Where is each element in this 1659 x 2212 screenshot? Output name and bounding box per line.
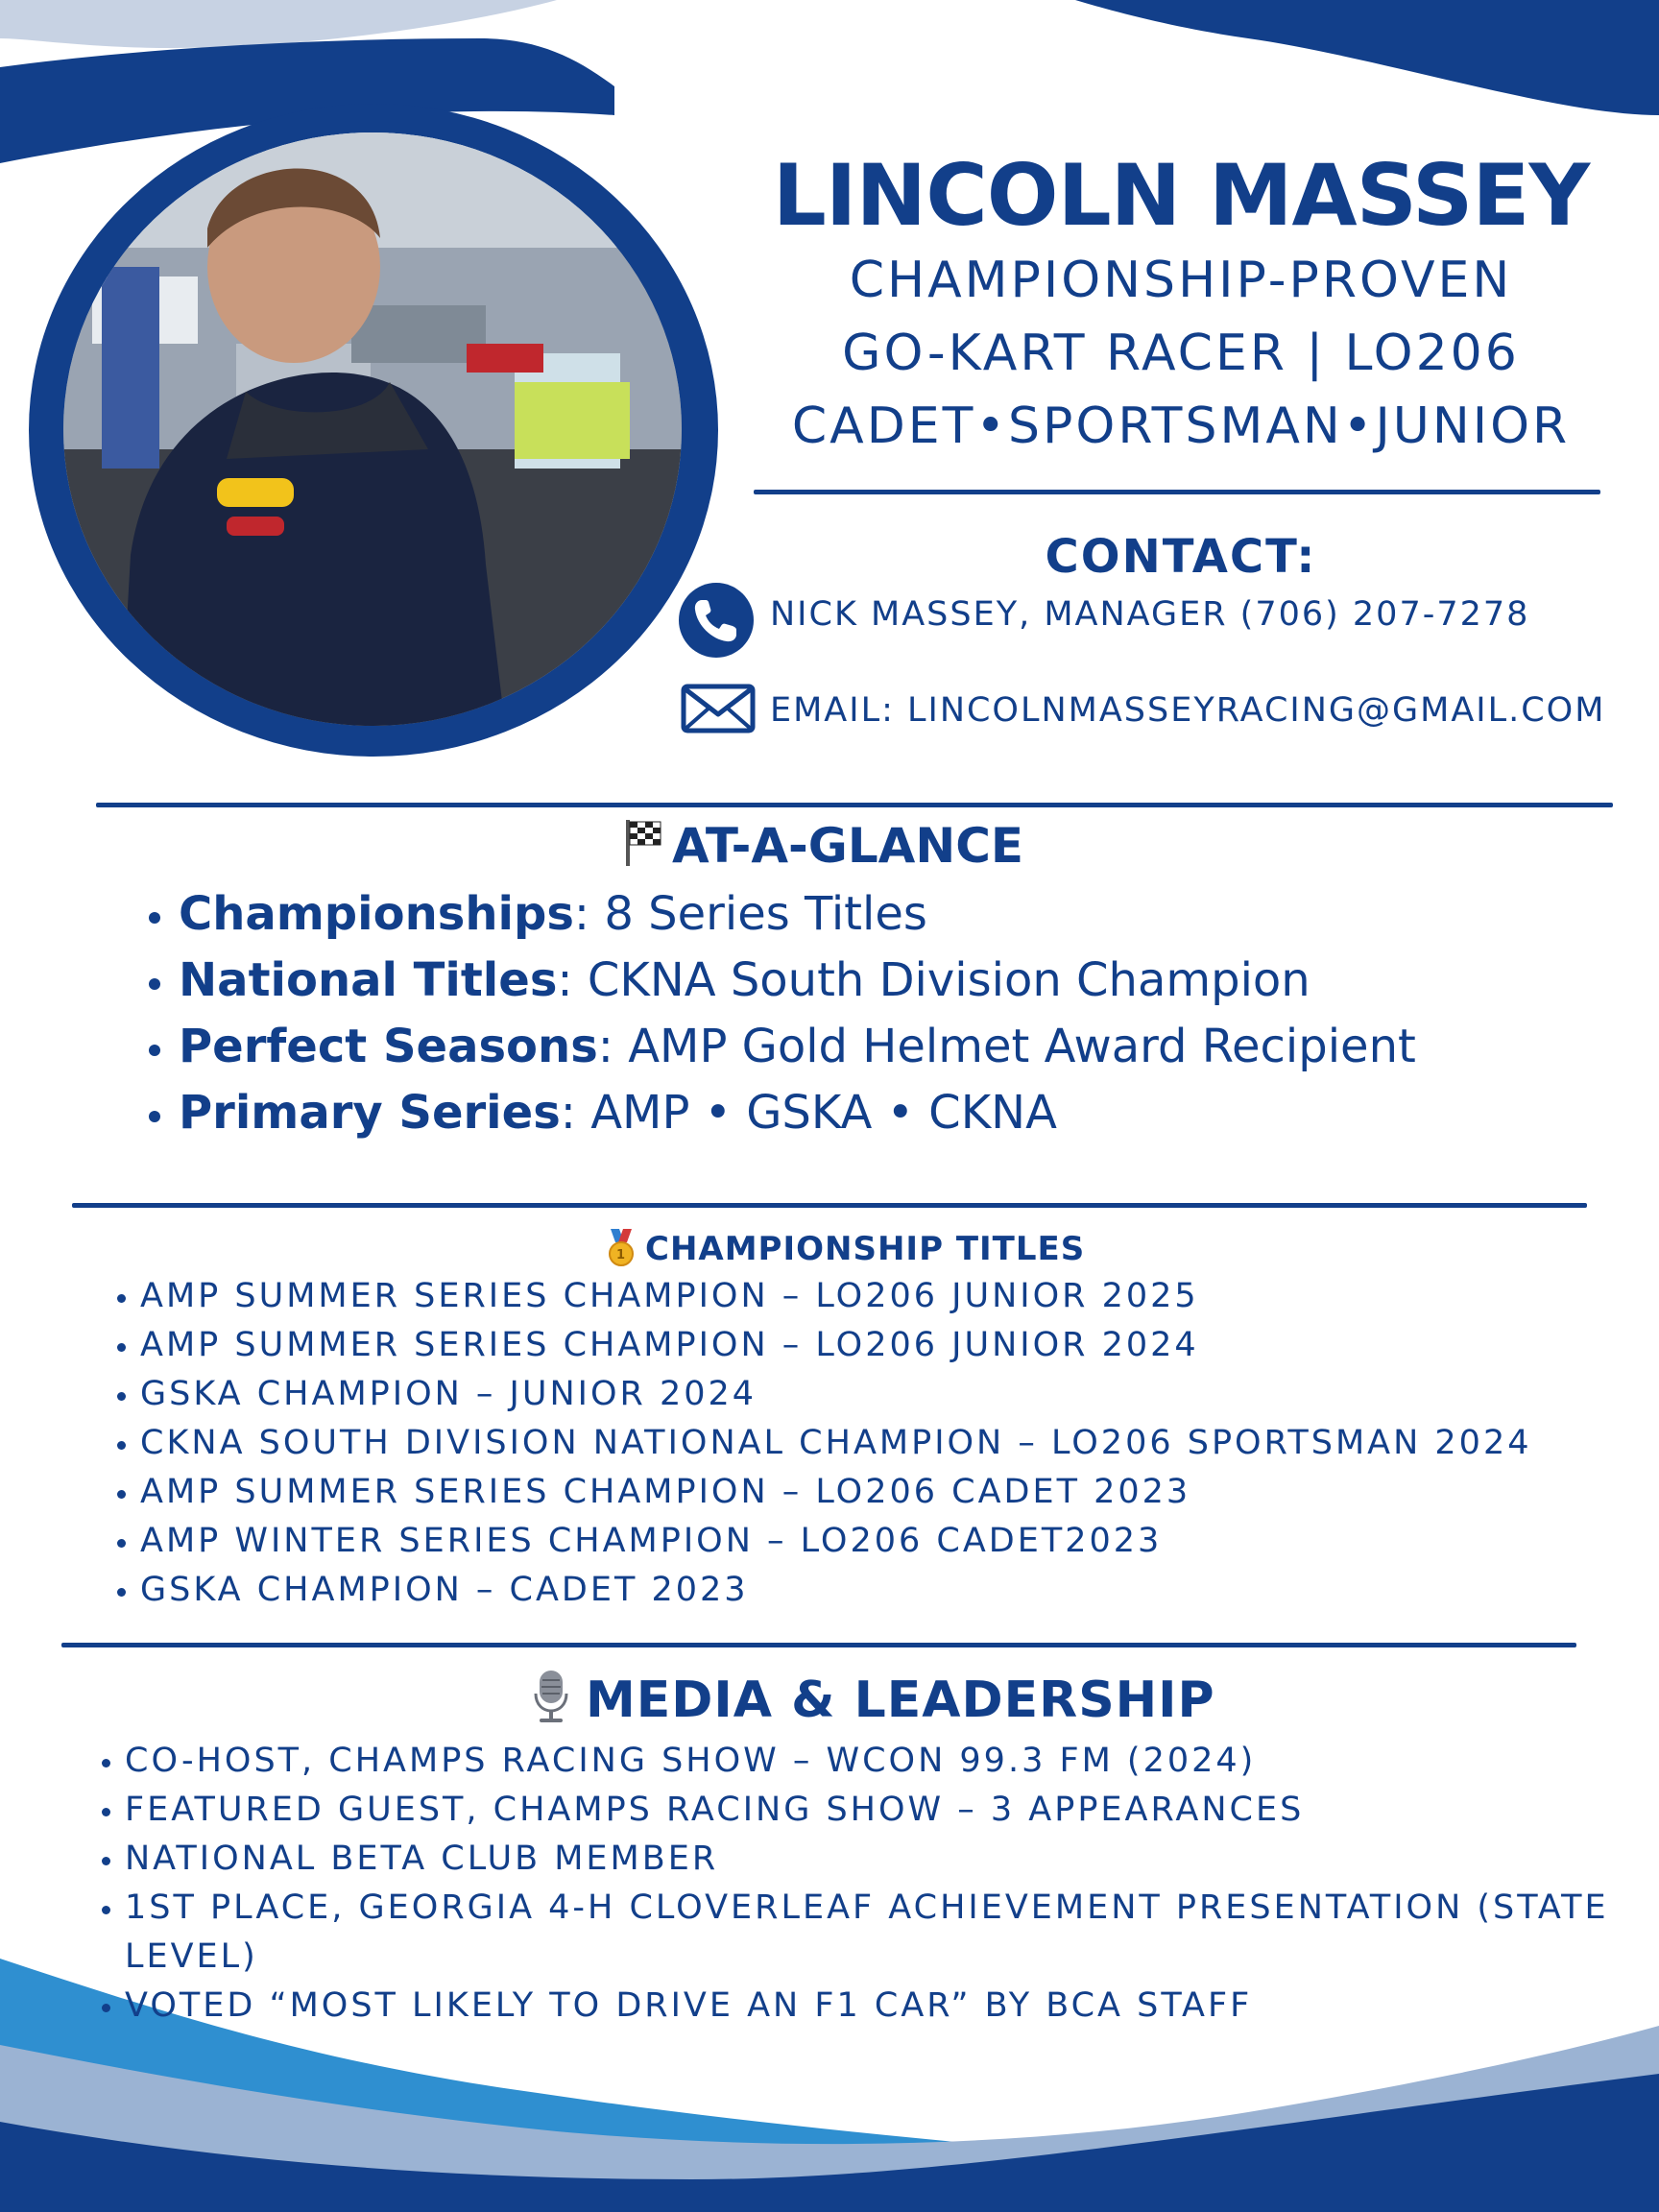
championship-titles-title: CHAMPIONSHIP TITLES bbox=[645, 1230, 1086, 1268]
list-item: • FEATURED GUEST, CHAMPS RACING SHOW – 3 APPEARANCES bbox=[125, 1786, 1659, 1835]
envelope-icon bbox=[681, 684, 756, 733]
media-leadership-list bbox=[92, 1737, 1659, 2031]
item-value: : AMP Gold Helmet Award Recipient bbox=[597, 1020, 1416, 1073]
list-item: • CKNA SOUTH DIVISION NATIONAL CHAMPION – LO206 SPORTSMAN 2024 bbox=[140, 1419, 1659, 1468]
list-item: • CO-HOST, CHAMPS RACING SHOW – WCON 99.3 FM (2024) bbox=[125, 1737, 1659, 1786]
championship-titles-list bbox=[108, 1272, 1659, 1615]
tagline-line-3: CADET•SPORTSMAN•JUNIOR bbox=[791, 397, 1571, 455]
contact-title: CONTACT: bbox=[1045, 530, 1317, 584]
item-label: Perfect Seasons bbox=[179, 1020, 598, 1073]
item-value: : AMP • GSKA • CKNA bbox=[560, 1086, 1057, 1140]
list-item bbox=[179, 948, 1619, 1014]
list-item: • GSKA CHAMPION – CADET 2023 bbox=[140, 1566, 1659, 1615]
titles-divider bbox=[61, 1643, 1576, 1647]
list-item bbox=[179, 1080, 1619, 1146]
list-item: • AMP SUMMER SERIES CHAMPION – LO206 JUNIOR 2024 bbox=[140, 1321, 1659, 1370]
list-item: • GSKA CHAMPION – JUNIOR 2024 bbox=[140, 1370, 1659, 1419]
phone-icon bbox=[679, 583, 754, 658]
header-divider bbox=[754, 490, 1600, 494]
media-leadership-heading bbox=[530, 1669, 1215, 1729]
list-item: • 1ST PLACE, GEORGIA 4-H CLOVERLEAF ACHIEVEMENT PRESENTATION (STATE LEVEL) bbox=[125, 1884, 1659, 1982]
item-value: : CKNA South Division Champion bbox=[557, 953, 1310, 1007]
microphone-icon bbox=[530, 1669, 572, 1724]
item-label: Primary Series bbox=[179, 1086, 561, 1140]
list-item bbox=[179, 1014, 1619, 1080]
profile-photo bbox=[63, 132, 682, 726]
tagline-line-1: CHAMPIONSHIP-PROVEN bbox=[849, 252, 1513, 309]
contact-divider bbox=[96, 803, 1613, 807]
at-a-glance-list bbox=[132, 881, 1619, 1146]
manager-contact[interactable]: NICK MASSEY, MANAGER (706) 207-7278 bbox=[770, 595, 1530, 634]
email-contact[interactable]: EMAIL: LINCOLNMASSEYRACING@GMAIL.COM bbox=[770, 691, 1606, 730]
championship-titles-heading bbox=[605, 1229, 1085, 1268]
profile-name: LINCOLN MASSEY bbox=[772, 146, 1590, 245]
item-label: National Titles bbox=[179, 953, 558, 1007]
list-item: • AMP SUMMER SERIES CHAMPION – LO206 CADET 2023 bbox=[140, 1468, 1659, 1517]
item-value: : 8 Series Titles bbox=[573, 887, 927, 941]
medal-icon bbox=[605, 1229, 637, 1267]
list-item bbox=[179, 881, 1619, 948]
tagline-line-2: GO-KART RACER | LO206 bbox=[842, 325, 1520, 382]
at-a-glance-title: AT-A-GLANCE bbox=[672, 818, 1024, 874]
list-item: • VOTED “MOST LIKELY TO DRIVE AN F1 CAR” BY BCA STAFF bbox=[125, 1982, 1659, 2031]
list-item: • NATIONAL BETA CLUB MEMBER bbox=[125, 1835, 1659, 1884]
glance-divider bbox=[72, 1203, 1587, 1208]
svg-text:1: 1 bbox=[615, 1248, 627, 1262]
item-label: Championships bbox=[179, 887, 574, 941]
list-item: • AMP SUMMER SERIES CHAMPION – LO206 JUNIOR 2025 bbox=[140, 1272, 1659, 1321]
at-a-glance-heading bbox=[622, 818, 1023, 874]
media-leadership-title: MEDIA & LEADERSHIP bbox=[586, 1671, 1215, 1729]
checkered-flag-icon bbox=[622, 818, 664, 868]
list-item: • AMP WINTER SERIES CHAMPION – LO206 CADET2023 bbox=[140, 1517, 1659, 1566]
